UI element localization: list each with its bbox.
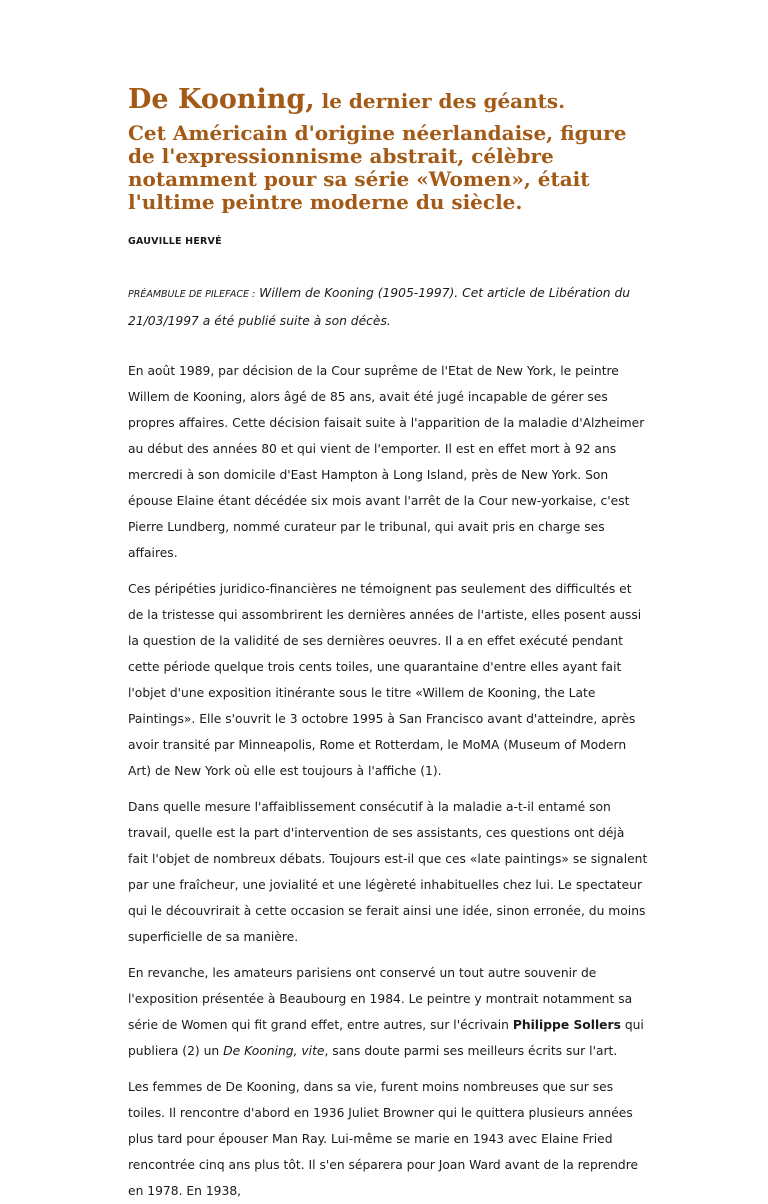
paragraph-text: qui publiera (2) un — [128, 1018, 644, 1059]
article-title — [128, 80, 648, 115]
title-main: De Kooning, — [128, 84, 315, 115]
title-rest: le dernier des géants. — [314, 89, 566, 113]
paragraph-text: En revanche, les amateurs parisiens ont conservé un tout autre souvenir de l'exposition présentée à Beaubourg en 1984. Le peintre y montrait notamment sa série de Women qui fit grand effet, entre autres, sur l'écrivain — [128, 966, 633, 1033]
article-subtitle: Cet Américain d'origine néerlandaise, figure de l'expressionnisme abstrait, célèbre notamment pour sa série «Women», était l'ultime peintre moderne du siècle. — [128, 121, 627, 215]
preamble — [128, 280, 648, 334]
paragraph — [128, 960, 648, 1064]
paragraph: Les femmes de De Kooning, dans sa vie, furent moins nombreuses que sur ses toiles. Il rencontre d'abord en 1936 Juliet Browner qui le quittera plusieurs années plus tard pour épouser Man Ray. Lui-même se marie en 1943 avec Elaine Fried rencontrée cinq ans plus tôt. Il s'en séparera pour Joan Ward avant de la reprendre en 1978. En 1938, — [128, 1080, 639, 1199]
preamble-label: PRÉAMBULE DE PILEFACE : — [128, 289, 256, 301]
author-byline: GAUVILLE HERVÉ — [128, 236, 222, 248]
book-title: De Kooning, vite — [223, 1044, 325, 1059]
paragraph: En août 1989, par décision de la Cour suprême de l'Etat de New York, le peintre Willem de Kooning, alors âgé de 85 ans, avait été jugé incapable de gérer ses propres affaires. Cette décision faisait suite à l'apparition de la maladie d'Alzheimer au début des années 80 et qui vient de l'emporter. Il est en effet mort à 92 ans mercredi à son domicile d'East Hampton à Long Island, près de New York. Son épouse Elaine étant décédée six mois avant l'arrêt de la Cour new-yorkaise, c'est Pierre Lundberg, nommé curateur par le tribunal, qui avait pris en charge ses affaires. — [128, 364, 645, 561]
author-link-sollers[interactable]: Philippe Sollers — [512, 1018, 621, 1033]
article — [128, 80, 648, 1204]
paragraph-text: , sans doute parmi ses meilleurs écrits sur l'art. — [324, 1044, 618, 1059]
paragraph: Dans quelle mesure l'affaiblissement consécutif à la maladie a-t-il entamé son travail, quelle est la part d'intervention de ses assistants, ces questions ont déjà fait l'objet de nombreux débats. Toujours est-il que ces «late paintings» se signalent par une fraîcheur, une jovialité et une légèreté inhabituelles chez lui. Le spectateur qui le découvrirait à cette occasion se ferait ainsi une idée, sinon erronée, du moins superficielle de sa manière. — [128, 800, 648, 945]
preamble-text: Willem de Kooning (1905-1997). Cet article de Libération du 21/03/1997 a été publié suite à son décès. — [128, 286, 631, 329]
paragraph: Ces péripéties juridico-financières ne témoignent pas seulement des difficultés et de la tristesse qui assombrirent les dernières années de l'artiste, elles posent aussi la question de la validité de ses dernières oeuvres. Il a en effet exécuté pendant cette période quelque trois cents toiles, une quarantaine d'entre elles ayant fait l'objet d'une exposition itinérante sous le titre «Willem de Kooning, the Late Paintings». Elle s'ouvrit le 3 octobre 1995 à San Francisco avant d'atteindre, après avoir transité par Minneapolis, Rome et Rotterdam, le MoMA (Museum of Modern Art) de New York où elle est toujours à l'affiche (1). — [128, 582, 642, 779]
